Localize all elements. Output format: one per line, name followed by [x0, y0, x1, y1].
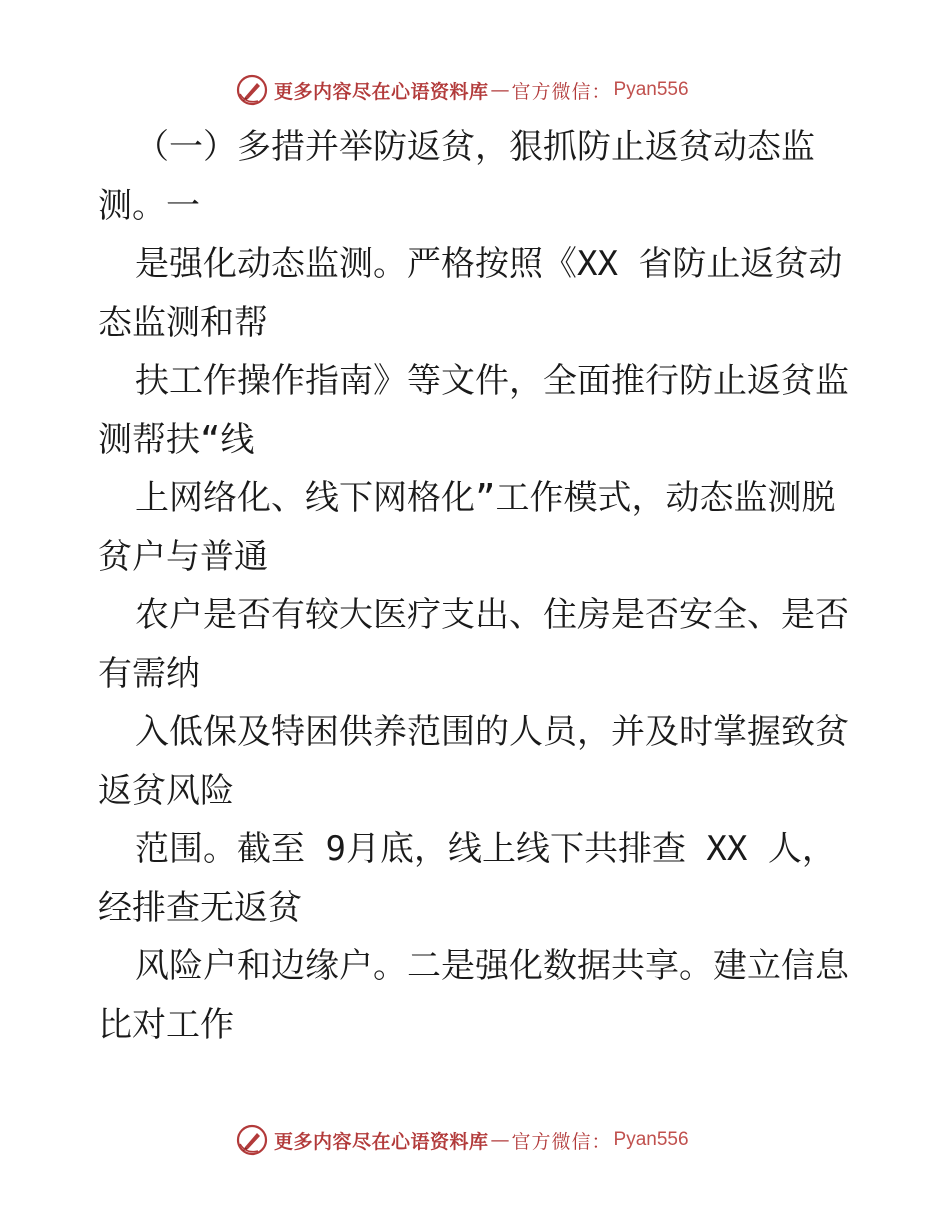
watermark-title: 更多内容尽在心语资料库: [274, 1130, 489, 1153]
text-line: 有需纳: [98, 653, 200, 694]
text-line: 贫户与普通: [98, 536, 268, 577]
text-line: 风险户和边缘户。二是强化数据共享。建立信息: [135, 946, 849, 986]
text-line: 是强化动态监测。严格按照《XX 省防止返贫动: [135, 244, 843, 284]
watermark-wechat-id: Pyan556: [613, 1129, 689, 1150]
footer-watermark: [236, 1123, 689, 1157]
watermark-wechat-label: 官方微信：: [511, 80, 612, 103]
watermark-dash: —: [490, 79, 510, 101]
watermark-dash: —: [490, 1129, 510, 1151]
pen-logo-icon: [236, 74, 268, 106]
text-line: 上网络化、线下网格化”工作模式，动态监测脱: [135, 478, 836, 518]
text-line: 测帮扶“线: [98, 419, 255, 460]
watermark-wechat-label: 官方微信：: [511, 1130, 612, 1153]
text-line: 扶工作操作指南》等文件，全面推行防止返贫监: [135, 361, 849, 401]
text-line: 比对工作: [98, 1004, 234, 1045]
watermark-wechat-id: Pyan556: [613, 79, 689, 100]
text-line: 返贫风险: [98, 770, 234, 811]
pen-logo-icon: [236, 1124, 268, 1156]
header-watermark: [236, 73, 689, 107]
text-line: 测。一: [98, 185, 200, 226]
watermark-title: 更多内容尽在心语资料库: [274, 80, 489, 103]
body-paragraph: [98, 118, 858, 1054]
text-line: （一）多措并举防返贫，狠抓防止返贫动态监: [135, 127, 815, 167]
text-line: 农户是否有较大医疗支出、住房是否安全、是否: [135, 595, 849, 635]
text-line: 态监测和帮: [98, 302, 268, 343]
text-line: 入低保及特困供养范围的人员，并及时掌握致贫: [135, 712, 849, 752]
text-line: 范围。截至 9月底，线上线下共排查 XX 人，: [135, 829, 836, 869]
text-line: 经排查无返贫: [98, 887, 302, 928]
